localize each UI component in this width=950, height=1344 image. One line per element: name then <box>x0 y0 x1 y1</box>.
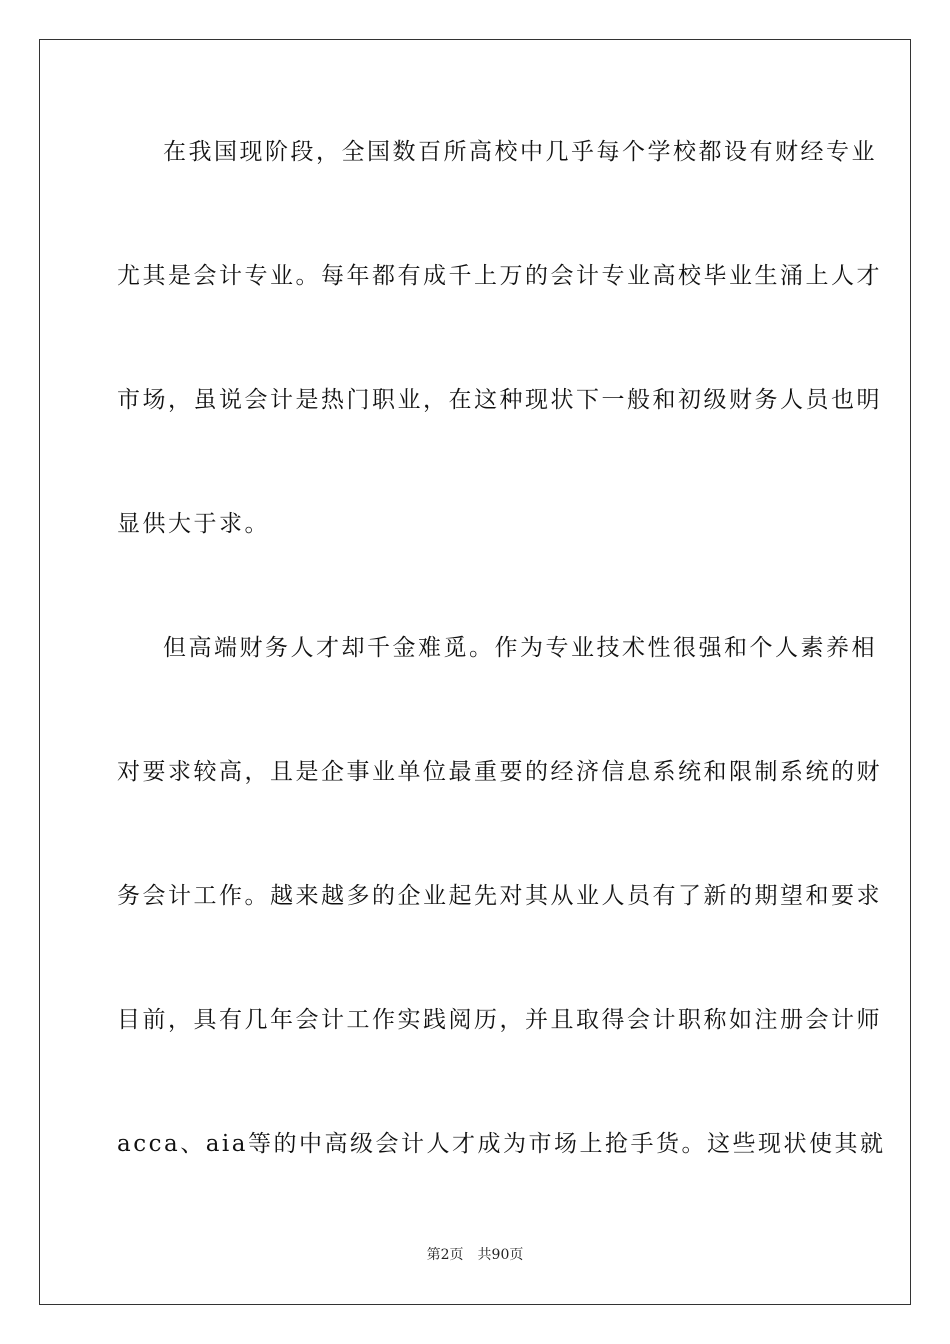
paragraph-2-line-4: 目前，具有几年会计工作实践阅历，并且取得会计职称如注册会计师 <box>117 1007 882 1033</box>
paragraph-1-line-4: 显供大于求。 <box>117 511 270 537</box>
paragraph-1-line-3: 市场，虽说会计是热门职业，在这种现状下一般和初级财务人员也明 <box>117 387 882 413</box>
paragraph-2-line-1: 但高端财务人才却千金难觅。作为专业技术性很强和个人素养相 <box>163 635 877 661</box>
paragraph-1-line-1: 在我国现阶段，全国数百所高校中几乎每个学校都设有财经专业 <box>163 139 877 165</box>
paragraph-2-line-2: 对要求较高，且是企事业单位最重要的经济信息系统和限制系统的财 <box>117 759 882 785</box>
page-border <box>39 39 911 1305</box>
page-number: 第2页 <box>426 1247 464 1263</box>
paragraph-2-line-3: 务会计工作。越来越多的企业起先对其从业人员有了新的期望和要求 <box>117 883 882 909</box>
paragraph-1-line-2: 尤其是会计专业。每年都有成千上万的会计专业高校毕业生涌上人才 <box>117 263 882 289</box>
paragraph-2-line-5: acca、aia等的中高级会计人才成为市场上抢手货。这些现状使其就 <box>117 1131 886 1157</box>
total-pages: 共90页 <box>477 1247 524 1263</box>
page-footer <box>0 1246 950 1264</box>
